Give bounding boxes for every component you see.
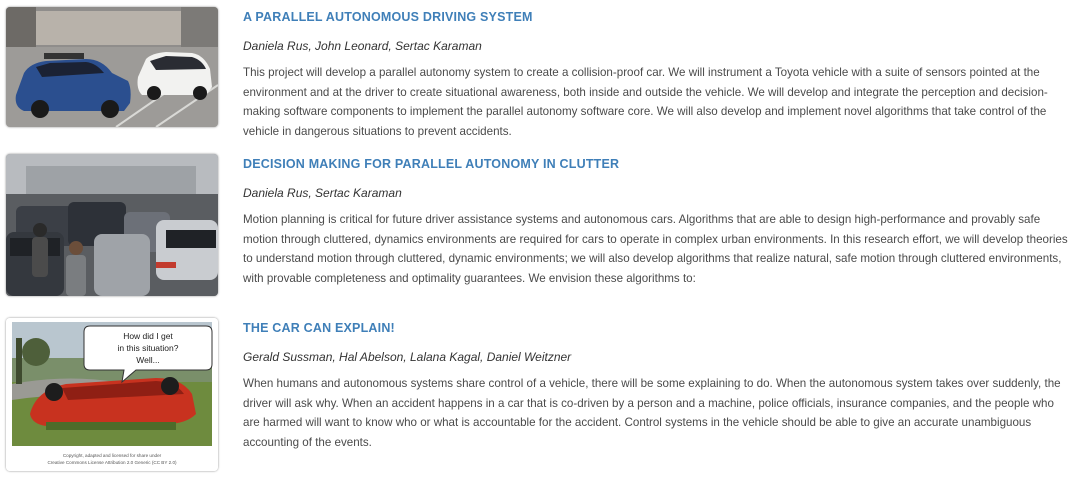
project-thumbnail[interactable] xyxy=(6,7,218,127)
project-text xyxy=(243,320,1072,452)
speech-bubble-line: Well... xyxy=(136,355,160,365)
traffic-clutter-image xyxy=(6,154,218,296)
project-authors: Gerald Sussman, Hal Abelson, Lalana Kagal, Daniel Weitzner xyxy=(243,350,572,364)
project-thumbnail[interactable] xyxy=(6,154,218,296)
project-abstract: Motion planning is critical for future driver assistance systems and autonomous cars. Algorithms that are able to design high-performance and provably safe motion through cluttered, dynamics environments are required for cars to operate in complex urban environments. In this research effort, we will develop theories to understand motion through cluttered, dynamic environments; we will also develop algorithms that realize natural, safe motion through cluttered environments, with provable completeness and optimality guarantees. We envision these algorithms to: xyxy=(243,213,1068,285)
project-title[interactable]: A PARALLEL AUTONOMOUS DRIVING SYSTEM xyxy=(243,10,533,24)
project-abstract: This project will develop a parallel autonomy system to create a collision-proof car. We will instrument a Toyota vehicle with a suite of sensors pointed at the environment and at the driver to create situational awareness, both inside and outside the vehicle. We will develop and integrate the perception and decision- making software components to implement the parallel autonomy software core. We will also develop and implement novel algorithms that take control of the vehicle in dangerous situations to prevent accidents. xyxy=(243,66,1048,138)
project-entry xyxy=(0,0,1080,150)
project-text xyxy=(243,9,1072,141)
project-entry xyxy=(0,150,1080,315)
project-thumbnail[interactable] xyxy=(6,318,218,471)
project-authors: Daniela Rus, John Leonard, Sertac Karaman xyxy=(243,39,482,53)
speech-bubble-line: in this situation? xyxy=(117,343,179,353)
image-caption-line: Copyright, adapted and licensed for share under xyxy=(62,453,162,458)
parking-lot-cars-image xyxy=(6,7,218,127)
project-text xyxy=(243,156,1072,288)
project-title[interactable]: DECISION MAKING FOR PARALLEL AUTONOMY IN CLUTTER xyxy=(243,157,620,171)
project-authors: Daniela Rus, Sertac Karaman xyxy=(243,186,402,200)
image-caption-line: Creative Commons License Attribution 2.0 Generic (CC BY 2.0) xyxy=(47,460,177,465)
project-abstract: When humans and autonomous systems share control of a vehicle, there will be some explaining to do. When the autonomous system takes over suddenly, the driver will ask why. When an accident happens in a car that is co-driven by a person and a machine, police officials, insurance companies, and the people who are harmed will want to know who or what is accountable for the accident. Control systems in the vehicle should be able to give an accurate unambiguous accounting of the events. xyxy=(243,377,1061,449)
overturned-car-image xyxy=(6,318,218,471)
project-title[interactable]: THE CAR CAN EXPLAIN! xyxy=(243,321,395,335)
speech-bubble-line: How did I get xyxy=(123,331,173,341)
project-entry xyxy=(0,315,1080,481)
